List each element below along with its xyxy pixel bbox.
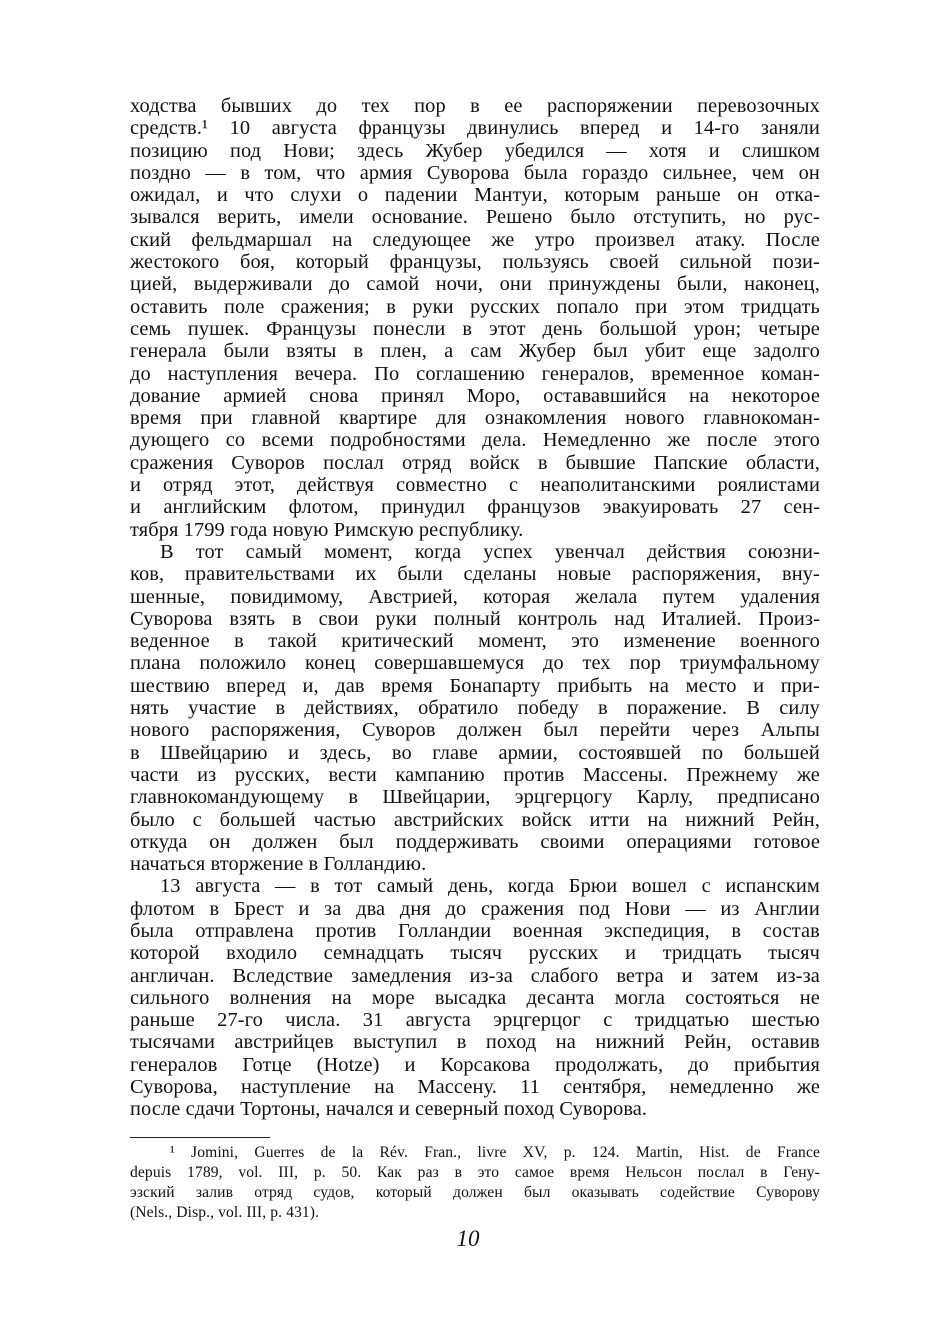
text-line: флотом в Брест и за два дня до сражения под Нови — из Англии [130,897,820,920]
text-line: которой входило семнадцать тысяч русских и тридцать тысяч [130,942,820,965]
page-body [130,95,820,1223]
text-line: дование армией снова принял Моро, остававшийся на некоторое [130,384,820,407]
main-text [130,95,820,1121]
paragraph [130,875,820,1120]
text-line: и отряд этот, действуя совместно с неаполитанскими роялистами [130,474,820,497]
text-line: оставить поле сражения; в руки русских попало при этом тридцать [130,295,820,318]
text-line: было с большей частью австрийских войск итти на нижний Рейн, [130,808,820,831]
text-line: Суворова, наступление на Массену. 11 сентября, немедленно же [130,1076,820,1099]
text-line: цией, выдерживали до самой ночи, они принуждены были, наконец, [130,273,820,296]
text-line: ожидал, и что слухи о падении Мантуи, которым раньше он отка- [130,184,820,207]
text-line: и английским флотом, принудил французов эвакуировать 27 сен- [130,496,820,519]
text-line: англичан. Вследствие замедления из-за слабого ветра и затем из-за [130,964,820,987]
text-line: дующего со всеми подробностями дела. Немедленно же после этого [130,429,820,452]
text-line: сражения Суворов послал отряд войск в бывшие Папские области, [130,451,820,474]
text-line: главнокомандующему в Швейцарии, эрцгерцогу Карлу, предписано [130,786,820,809]
paragraph [130,95,820,541]
text-line: средств.¹ 10 августа французы двинулись вперед и 14-го заняли [130,117,820,140]
text-line: время при главной квартире для ознакомления нового главнокоман- [130,407,820,430]
text-line: зывался верить, имели основание. Решено было отступить, но рус- [130,206,820,229]
text-line: сильного волнения на море высадка десанта могла состояться не [130,986,820,1009]
text-line: позицию под Нови; здесь Жубер убедился — хотя и слишком [130,139,820,162]
text-line: ский фельдмаршал на следующее же утро произвел атаку. После [130,228,820,251]
text-line: шествию вперед и, дав время Бонапарту прибыть на место и при- [130,674,820,697]
text-line: нять участие в действиях, обратило победу в поражение. В силу [130,697,820,720]
paragraph [130,541,820,875]
text-line: поздно — в том, что армия Суворова была гораздо сильнее, чем он [130,161,820,184]
text-line: эзский залив отряд судов, который должен был оказывать содействие Суворову [130,1184,820,1202]
text-line: В тот самый момент, когда успех увенчал действия союзни- [160,540,820,563]
text-line: части из русских, вести кампанию против Массены. Прежнему же [130,763,820,786]
text-line: генералов Готце (Hotze) и Корсакова продолжать, до прибытия [130,1053,820,1076]
text-line: шенные, повидимому, Австрией, которая желала путем удаления [130,585,820,608]
text-line: после сдачи Тортоны, начался и северный поход Суворова. [130,1098,648,1121]
text-line: тября 1799 года новую Римскую республику. [130,518,524,541]
text-line: веденное в такой критический момент, это изменение военного [130,630,820,653]
text-line: Суворова взять в свои руки полный контроль над Италией. Произ- [130,607,820,630]
text-line: была отправлена против Голландии военная экспедиция, в состав [130,919,820,942]
text-line: тысячами австрийцев выступил в поход на нижний Рейн, оставив [130,1031,820,1054]
text-line: ¹ Jomini, Guerres de la Rév. Fran., livre XV, p. 124. Martin, Hist. de France [170,1143,820,1161]
text-line: до наступления вечера. По соглашению генералов, временное коман- [130,362,820,385]
text-line: нового распоряжения, Суворов должен был перейти через Альпы [130,719,820,742]
footnote-separator [130,1137,270,1138]
page-number: 10 [456,1226,480,1251]
text-line: в Швейцарию и здесь, во главе армии, состоявшей по большей [130,741,820,764]
text-line: depuis 1789, vol. III, p. 50. Как раз в это самое время Нельсон послал в Гену- [130,1163,820,1181]
text-line: (Nels., Disp., vol. III, p. 431). [130,1204,320,1222]
text-line: ходства бывших до тех пор в ее распоряжении перевозочных [130,95,820,117]
text-line: раньше 27-го числа. 31 августа эрцгерцог с тридцатью шестью [130,1009,820,1032]
text-line: жестокого боя, который французы, пользуясь своей сильной пози- [130,251,820,274]
text-line: семь пушек. Французы понесли в этот день большой урон; четыре [130,317,820,340]
footnote [130,1143,820,1224]
text-line: начаться вторжение в Голландию. [130,853,427,876]
text-line: ков, правительствами их были сделаны новые распоряжения, вну- [130,563,820,586]
text-line: плана положило конец совершавшемуся до тех пор триумфальному [130,652,820,675]
text-line: 13 августа — в тот самый день, когда Брюи вошел с испанским [160,875,820,898]
text-line: откуда он должен был поддерживать своими операциями готовое [130,830,820,853]
text-line: генерала были взяты в плен, а сам Жубер был убит еще задолго [130,340,820,363]
